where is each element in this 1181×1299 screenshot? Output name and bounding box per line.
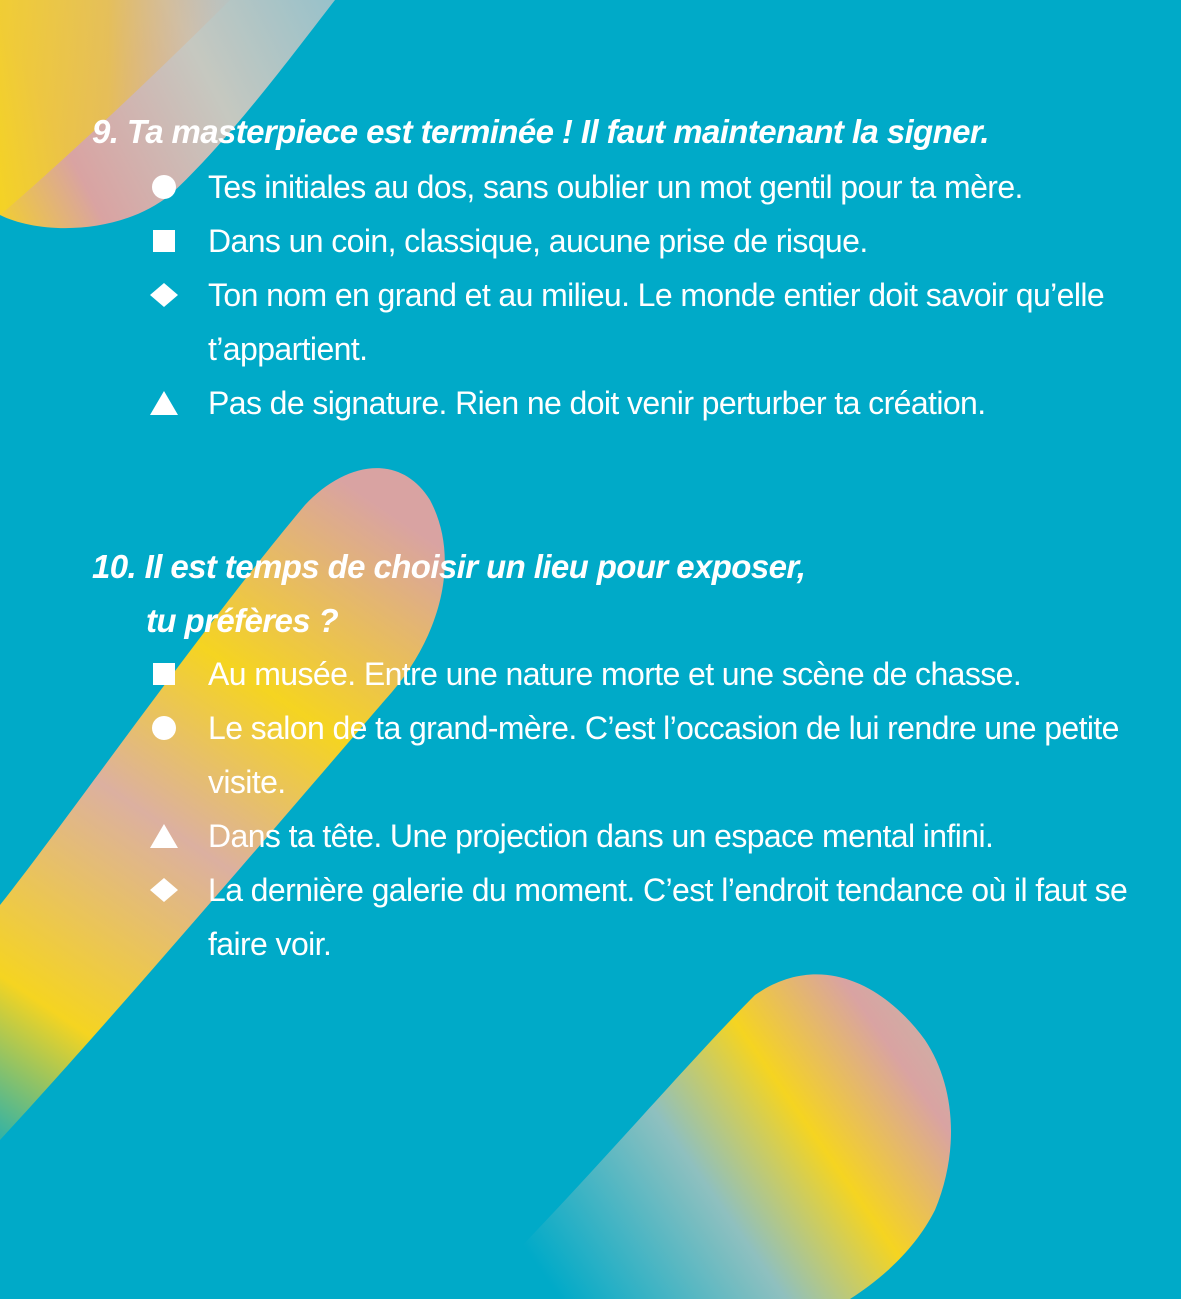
answer-square[interactable] bbox=[146, 214, 1136, 268]
question-10-title bbox=[92, 540, 805, 648]
answer-text: Dans ta tête. Une projection dans un espace mental infini. bbox=[208, 818, 994, 854]
question-10-title-line1: 10. Il est temps de choisir un lieu pour exposer, bbox=[92, 548, 806, 585]
answer-circle[interactable] bbox=[146, 160, 1136, 214]
answer-text: Le salon de ta grand-mère. C’est l’occasion de lui rendre une petite visite. bbox=[208, 710, 1119, 800]
triangle-icon bbox=[150, 824, 178, 848]
triangle-icon bbox=[150, 391, 178, 415]
diamond-icon bbox=[150, 878, 178, 902]
answer-text: Dans un coin, classique, aucune prise de risque. bbox=[208, 223, 868, 259]
answer-text: La dernière galerie du moment. C’est l’endroit tendance où il faut se faire voir. bbox=[208, 872, 1128, 962]
answer-text: Ton nom en grand et au milieu. Le monde entier doit savoir qu’elle t’appartient. bbox=[208, 277, 1105, 367]
answer-text: Au musée. Entre une nature morte et une scène de chasse. bbox=[208, 656, 1022, 692]
circle-icon bbox=[150, 175, 178, 199]
question-9-title: 9. Ta masterpiece est terminée ! Il faut maintenant la signer. bbox=[92, 113, 989, 150]
answer-text: Tes initiales au dos, sans oublier un mot gentil pour ta mère. bbox=[208, 169, 1023, 205]
square-icon bbox=[150, 662, 178, 686]
diamond-icon bbox=[150, 283, 178, 307]
question-10-answers bbox=[146, 647, 1136, 971]
answer-text: Pas de signature. Rien ne doit venir perturber ta création. bbox=[208, 385, 986, 421]
circle-icon bbox=[150, 716, 178, 740]
answer-triangle[interactable] bbox=[146, 376, 1136, 430]
answer-diamond[interactable] bbox=[146, 268, 1136, 376]
answer-triangle[interactable] bbox=[146, 809, 1136, 863]
question-10-title-line2: tu préfères ? bbox=[146, 602, 339, 639]
square-icon bbox=[150, 229, 178, 253]
answer-circle[interactable] bbox=[146, 701, 1136, 809]
answer-diamond[interactable] bbox=[146, 863, 1136, 971]
question-9-answers bbox=[146, 160, 1136, 430]
answer-square[interactable] bbox=[146, 647, 1136, 701]
